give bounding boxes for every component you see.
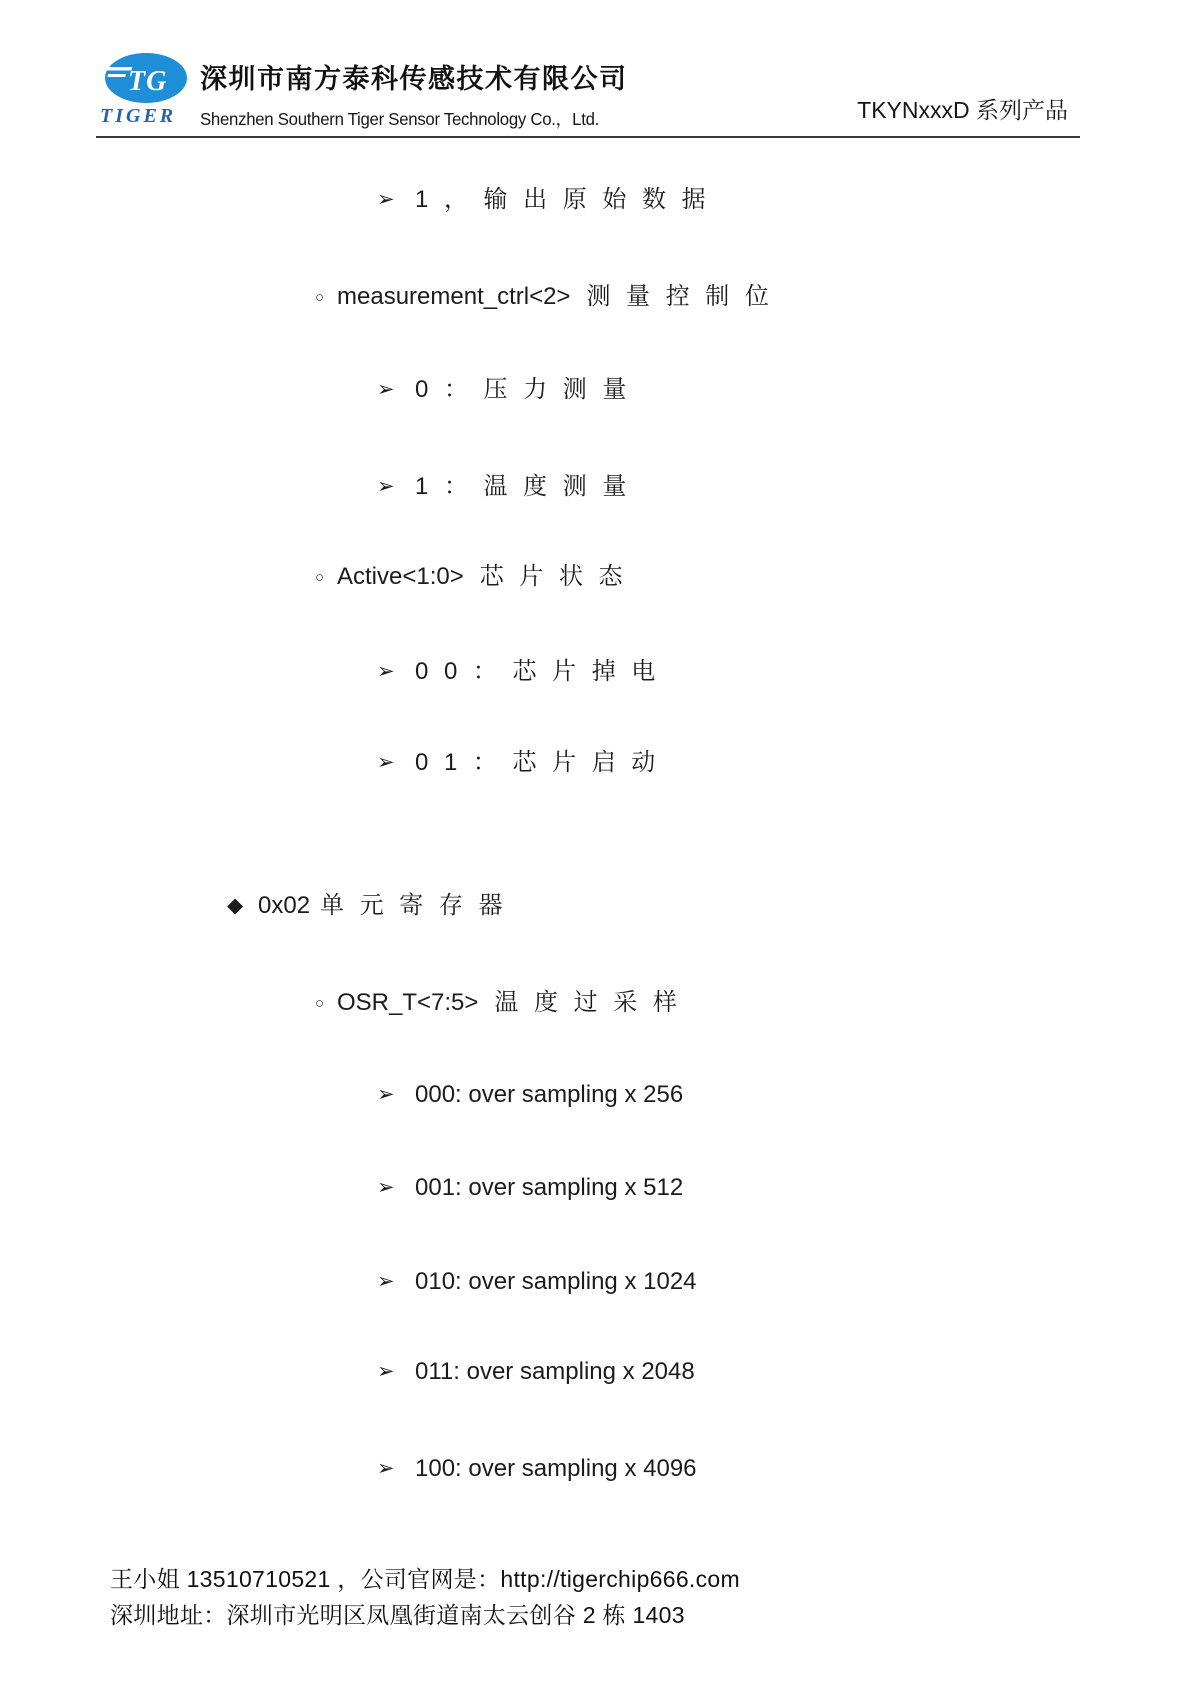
list-item xyxy=(0,1452,1190,1486)
list-item-text-cjk: 温度过采样 xyxy=(494,989,693,1016)
list-item-text-cjk: 0：压力测量 xyxy=(415,376,642,403)
list-item xyxy=(0,1355,1190,1389)
footer-contact-line: 王小姐 13510710521 ，公司官网是：http://tigerchip666.com xyxy=(110,1566,740,1592)
arrow-bullet-icon: ➢ xyxy=(377,378,395,401)
arrow-bullet-icon: ➢ xyxy=(377,1360,395,1383)
list-item xyxy=(0,986,1190,1021)
list-item-text: 100: over sampling x 4096 xyxy=(415,1455,697,1482)
header-divider xyxy=(96,136,1080,138)
list-item-text-cjk: 00：芯片掉电 xyxy=(415,658,671,685)
svg-text:TG: TG xyxy=(128,66,168,97)
list-item-text: 000: over sampling x 256 xyxy=(415,1081,684,1108)
list-item-text-cjk: 单元寄存器 xyxy=(320,892,519,919)
list-item xyxy=(0,1171,1190,1205)
product-series-label: TKYNxxxD 系列产品 xyxy=(857,97,1068,123)
list-item-text: OSR_T<7:5> xyxy=(337,989,479,1016)
list-item-text: 011: over sampling x 2048 xyxy=(415,1358,695,1385)
circle-bullet-icon: ○ xyxy=(315,289,325,306)
arrow-bullet-icon: ➢ xyxy=(377,188,395,211)
tiger-logo-icon xyxy=(98,50,198,130)
arrow-bullet-icon: ➢ xyxy=(377,660,395,683)
list-item xyxy=(0,1265,1190,1299)
logo-wordmark: TIGER xyxy=(100,105,177,127)
list-item xyxy=(0,560,1190,595)
arrow-bullet-icon: ➢ xyxy=(377,475,395,498)
list-item xyxy=(0,373,1190,407)
list-item-text-cjk: 测量控制位 xyxy=(586,283,785,310)
list-item-text: 0x02 xyxy=(258,892,311,919)
list-item xyxy=(0,183,1190,217)
arrow-bullet-icon: ➢ xyxy=(377,1270,395,1293)
circle-bullet-icon: ○ xyxy=(315,569,325,586)
list-item xyxy=(0,470,1190,504)
list-item-text: 001: over sampling x 512 xyxy=(415,1174,684,1201)
list-item-text: Active<1:0> xyxy=(337,563,464,590)
list-item-text-cjk: 1，输出原始数据 xyxy=(415,186,722,213)
company-name-cn: 深圳市南方泰科传感技术有限公司 xyxy=(200,64,628,94)
footer-address-line: 深圳地址：深圳市光明区凤凰街道南太云创谷 2 栋 1403 xyxy=(110,1602,685,1628)
circle-bullet-icon: ○ xyxy=(315,995,325,1012)
arrow-bullet-icon: ➢ xyxy=(377,1457,395,1480)
list-item xyxy=(0,280,1190,315)
arrow-bullet-icon: ➢ xyxy=(377,1083,395,1106)
diamond-bullet-icon: ◆ xyxy=(227,894,244,917)
arrow-bullet-icon: ➢ xyxy=(377,1176,395,1199)
company-name-en: Shenzhen Southern Tiger Sensor Technology Co.，Ltd. xyxy=(200,109,600,129)
arrow-bullet-icon: ➢ xyxy=(377,751,395,774)
list-item-text-cjk: 01：芯片启动 xyxy=(415,749,671,776)
list-item-text-cjk: 芯片状态 xyxy=(479,563,639,590)
list-item xyxy=(0,889,1190,923)
list-item xyxy=(0,655,1190,689)
list-item xyxy=(0,1078,1190,1112)
page-footer xyxy=(110,1561,740,1633)
list-item-text-cjk: 1：温度测量 xyxy=(415,473,642,500)
list-item xyxy=(0,746,1190,780)
list-item-text: 010: over sampling x 1024 xyxy=(415,1268,697,1295)
list-item-text: measurement_ctrl<2> xyxy=(337,283,571,310)
